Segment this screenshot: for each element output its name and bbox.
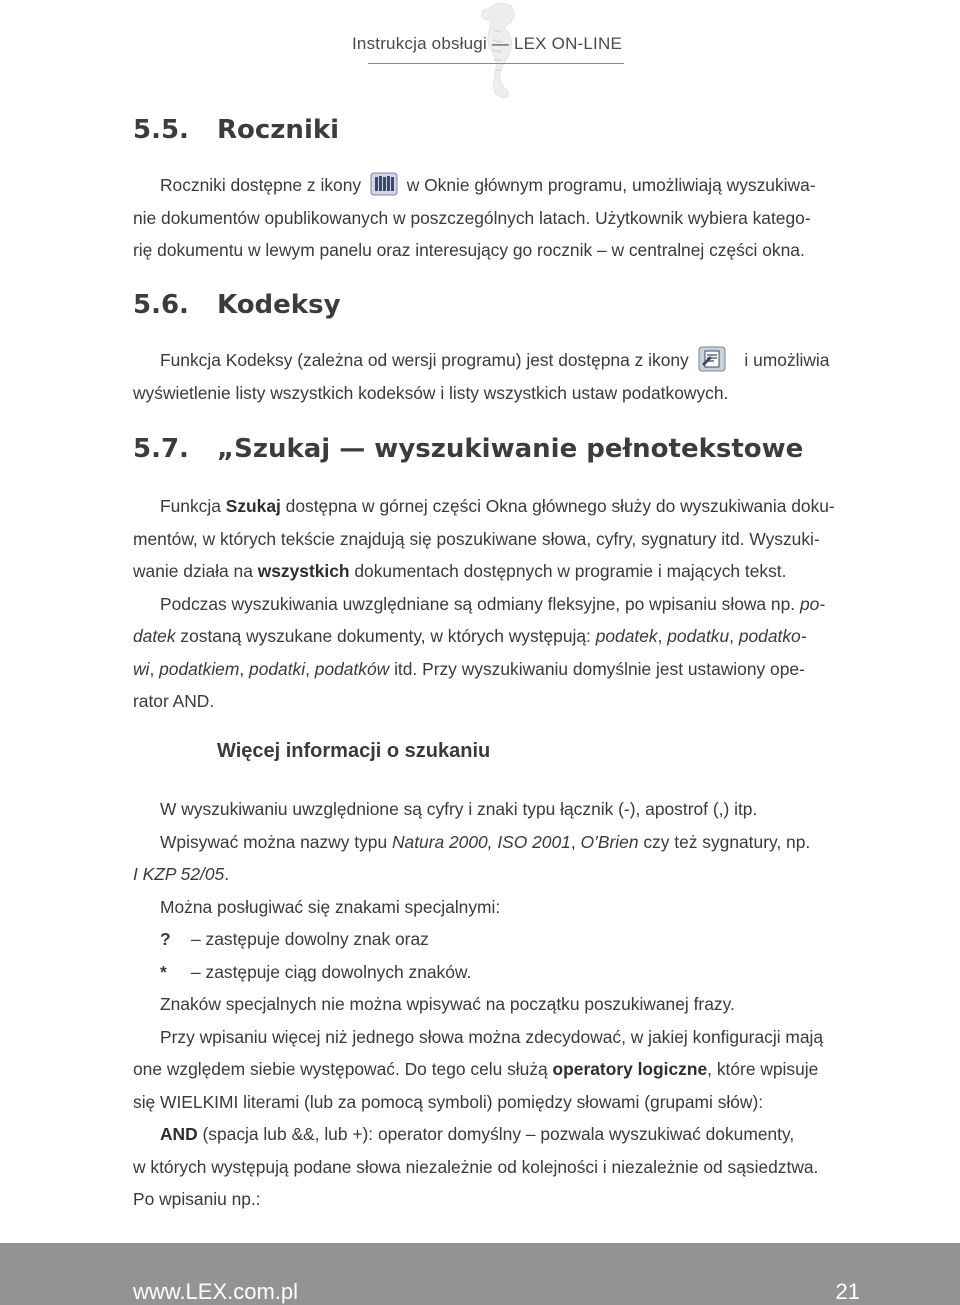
- header-divider: [368, 63, 624, 64]
- text-line: [133, 344, 860, 377]
- text-line: [133, 1118, 860, 1151]
- text-line: [133, 490, 860, 523]
- italic-text: podatki: [249, 658, 306, 679]
- section-title: Roczniki: [217, 115, 340, 145]
- italic-text: podatko-: [738, 626, 807, 646]
- text-line: [133, 169, 860, 202]
- section-number: 5.6.: [133, 290, 189, 320]
- section-number: 5.7.: [133, 434, 189, 464]
- subsection-title: Więcej informacji o szukaniu: [217, 740, 491, 762]
- text: Podczas wyszukiwania uwzględniane są odmiany fleksyjne, po wpisaniu słowa np.: [160, 593, 800, 614]
- special-char-row-asterisk: [133, 956, 860, 989]
- text: dokumentach dostępnych w programie i mających tekst.: [349, 561, 787, 581]
- text: ,: [239, 658, 250, 679]
- text-line: [133, 1053, 860, 1086]
- roczniki-books-icon: [370, 171, 398, 197]
- roczniki-paragraph: [133, 169, 860, 267]
- special-char-row-question: [133, 923, 860, 956]
- text-line: W wyszukiwaniu uwzględnione są cyfry i znaki typu łącznik (-), apostrof (,) itp.: [160, 799, 758, 819]
- kodeksy-paragraph: [133, 344, 860, 409]
- text-line: nie dokumentów opublikowanych w poszczególnych latach. Użytkownik wybiera katego-: [133, 207, 811, 228]
- italic-text: I KZP 52/05: [133, 864, 225, 884]
- text-line: Można posługiwać się znakami specjalnymi:: [160, 896, 501, 917]
- text: ,: [729, 626, 739, 646]
- kodeksy-book-icon: [698, 346, 726, 372]
- header-title: Instrukcja obsługi — LEX ON-LINE: [352, 34, 622, 53]
- italic-text: po-: [799, 593, 826, 614]
- text-line: w których występują podane słowa niezależnie od kolejności i niezależnie od sąsiedztwa.: [133, 1156, 819, 1177]
- text-line: rię dokumentu w lewym panelu oraz interesujący go rocznik – w centralnej części okna.: [133, 240, 805, 260]
- text-line: [133, 588, 860, 621]
- text-line: mentów, w których tekście znajdują się poszukiwane słowa, cyfry, sygnatury itd. Wyszuki-: [133, 528, 820, 549]
- text-line: [133, 653, 860, 686]
- bold-text: wszystkich: [257, 561, 350, 581]
- text: i umożliwia: [744, 350, 830, 370]
- footer-website-link[interactable]: www.LEX.com.pl: [133, 1279, 299, 1304]
- special-char: *: [160, 961, 167, 982]
- text-line: się WIELKIMI literami (lub za pomocą symboli) pomiędzy słowami (grupami słów):: [133, 1091, 764, 1112]
- text: (spacja lub &&, lub +): operator domyślny – pozwala wyszukiwać dokumenty,: [197, 1124, 795, 1144]
- text-line: Przy wpisaniu więcej niż jednego słowa można zdecydować, w jakiej konfiguracji mają: [160, 1026, 824, 1047]
- text: dostępna w górnej części Okna głównego służy do wyszukiwania doku-: [280, 496, 835, 516]
- special-char-desc: – zastępuje dowolny znak oraz: [191, 929, 429, 949]
- text: wanie działa na: [133, 561, 258, 581]
- text-line: [133, 826, 860, 859]
- text: , które wpisuje: [707, 1059, 819, 1079]
- section-title: Kodeksy: [217, 290, 341, 320]
- text-line: Po wpisaniu np.:: [133, 1189, 261, 1209]
- italic-text: datek: [133, 626, 176, 646]
- text: one względem siebie występować. Do tego celu służą: [133, 1059, 553, 1079]
- text-line: Znaków specjalnych nie można wpisywać na początku poszukiwanej frazy.: [160, 994, 735, 1014]
- bold-text: AND: [160, 1124, 198, 1144]
- text-line: [133, 858, 860, 891]
- section-title: „Szukaj — wyszukiwanie pełnotekstowe: [217, 434, 804, 464]
- italic-text: podatku: [667, 626, 730, 646]
- text: zostaną wyszukane dokumenty, w których występują:: [175, 626, 596, 646]
- italic-text: podatek: [595, 626, 658, 646]
- italic-text: O’Brien: [580, 831, 639, 852]
- text: ,: [570, 831, 581, 852]
- text: ,: [149, 658, 160, 679]
- italic-text: wi: [133, 658, 150, 679]
- text-line: rator AND.: [133, 691, 215, 711]
- bold-text: operatory logiczne: [552, 1059, 708, 1079]
- text-line: [133, 620, 860, 653]
- text: ,: [305, 658, 315, 679]
- text: ,: [657, 626, 668, 646]
- italic-text: Natura 2000, ISO 2001: [391, 831, 571, 852]
- text: Funkcja Kodeksy (zależna od wersji programu) jest dostępna z ikony: [160, 350, 689, 370]
- szukaj-paragraph: [133, 490, 860, 718]
- text: w Oknie głównym programu, umożliwiają wyszukiwa-: [406, 175, 816, 195]
- italic-text: podatkiem: [159, 658, 240, 679]
- special-char: ?: [160, 929, 171, 949]
- text-line: [133, 555, 860, 588]
- text-line: wyświetlenie listy wszystkich kodeksów i listy wszystkich ustaw podatkowych.: [133, 382, 729, 403]
- text: Wpisywać można nazwy typu: [160, 831, 392, 852]
- text: Funkcja: [160, 496, 226, 516]
- bold-text: Szukaj: [225, 496, 281, 516]
- text: .: [224, 864, 230, 884]
- more-info-paragraph: [133, 793, 860, 1216]
- page-number: 21: [835, 1279, 860, 1304]
- text: czy też sygnatury, np.: [638, 831, 811, 852]
- text: Roczniki dostępne z ikony: [160, 175, 362, 195]
- italic-text: podatków: [314, 658, 390, 679]
- text: itd. Przy wyszukiwaniu domyślnie jest ustawiony ope-: [389, 658, 805, 679]
- special-char-desc: – zastępuje ciąg dowolnych znaków.: [191, 961, 472, 982]
- section-number: 5.5.: [133, 115, 189, 145]
